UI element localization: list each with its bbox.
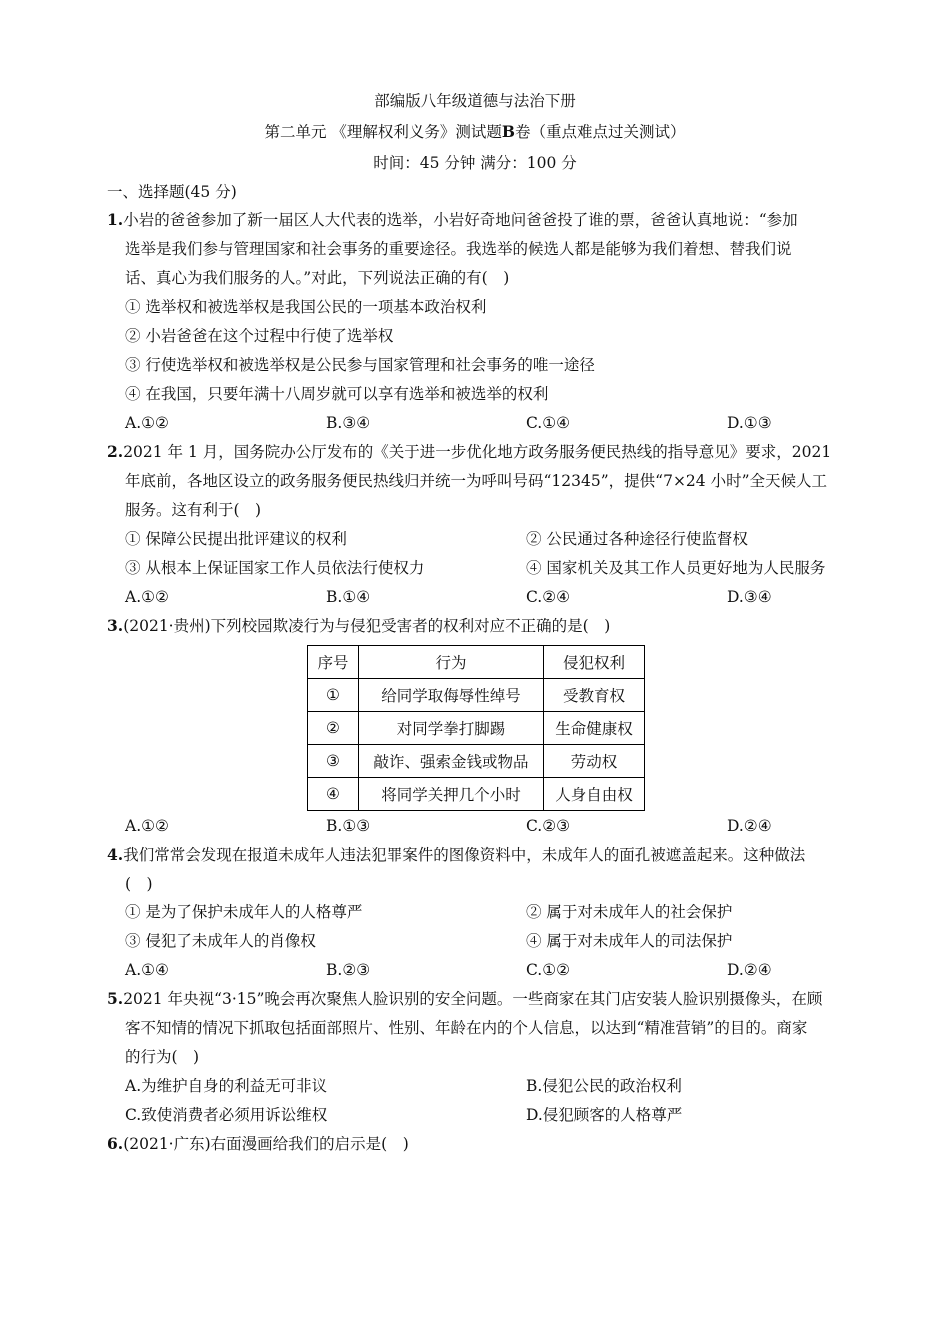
q3-choice-b: B.①③ — [326, 817, 371, 835]
q2-item-1: ① 保障公民提出批评建议的权利 — [125, 530, 347, 548]
table-cell: ④ — [308, 778, 359, 811]
table-cell: 敲诈、强索金钱或物品 — [359, 745, 544, 778]
q1-choice-c: C.①④ — [526, 414, 571, 432]
q4-item-1: ① 是为了保护未成年人的人格尊严 — [125, 903, 363, 921]
q2-choice-c: C.②④ — [526, 588, 571, 606]
q4-choice-a: A.①④ — [125, 961, 169, 979]
q1-text-1: 小岩的爸爸参加了新一届区人大代表的选举，小岩好奇地问爸爸投了谁的票，爸爸认真地说：“参加 — [123, 211, 798, 229]
q3-text: (2021·贵州)下列校园欺凌行为与侵犯受害者的权利对应不正确的是( ) — [123, 617, 611, 635]
q4-line-2: ( ) — [125, 875, 153, 893]
q1-choice-b: B.③④ — [326, 414, 371, 432]
subtitle-post: 卷（重点难点过关测试） — [515, 123, 686, 141]
q6-text: (2021·广东)右面漫画给我们的启示是( ) — [123, 1135, 409, 1153]
table-cell: 给同学取侮辱性绰号 — [359, 679, 544, 712]
q5-choice-d: D.侵犯顾客的人格尊严 — [526, 1106, 683, 1124]
q2-item-4: ④ 国家机关及其工作人员更好地为人民服务 — [526, 559, 826, 577]
table-cell: 受教育权 — [544, 679, 645, 712]
q6-line-1 — [107, 1133, 409, 1155]
table-row — [308, 745, 645, 778]
q2-choice-b: B.①④ — [326, 588, 371, 606]
q1-item-2: ② 小岩爸爸在这个过程中行使了选举权 — [125, 327, 394, 345]
q2-line-2: 年底前，各地区设立的政务服务便民热线归并统一为呼叫号码“12345”，提供“7×24 小时”全天候人工 — [125, 472, 828, 490]
q5-number: 5. — [107, 989, 124, 1008]
q1-choice-a: A.①② — [125, 414, 169, 432]
table-cell: ① — [308, 679, 359, 712]
table-header-cell: 序号 — [308, 646, 359, 679]
table-row — [308, 679, 645, 712]
q2-line-1 — [107, 441, 831, 463]
q3-line-1 — [107, 615, 610, 637]
time-info: 时间：45 分钟 满分：100 分 — [373, 154, 577, 172]
table-header-cell: 侵犯权利 — [544, 646, 645, 679]
q5-line-3: 的行为( ) — [125, 1048, 200, 1066]
section-heading: 一、选择题(45 分) — [107, 183, 237, 201]
table-cell: ③ — [308, 745, 359, 778]
q5-choice-b: B.侵犯公民的政治权利 — [526, 1077, 682, 1095]
table-cell: 对同学拳打脚踢 — [359, 712, 544, 745]
table-cell: 人身自由权 — [544, 778, 645, 811]
q3-number: 3. — [107, 616, 124, 635]
q2-item-2: ② 公民通过各种途径行使监督权 — [526, 530, 748, 548]
q2-choice-d: D.③④ — [727, 588, 772, 606]
table-cell: 将同学关押几个小时 — [359, 778, 544, 811]
q2-text-1: 2021 年 1 月，国务院办公厅发布的《关于进一步优化地方政务服务便民热线的指导意见》要求，2021 — [123, 443, 832, 461]
q3-choice-d: D.②④ — [727, 817, 772, 835]
table-header-row — [308, 646, 645, 679]
q4-item-2: ② 属于对未成年人的社会保护 — [526, 903, 733, 921]
q5-choice-c: C.致使消费者必须用诉讼维权 — [125, 1106, 328, 1124]
q1-item-1: ① 选举权和被选举权是我国公民的一项基本政治权利 — [125, 298, 487, 316]
q4-item-4: ④ 属于对未成年人的司法保护 — [526, 932, 733, 950]
q3-choice-c: C.②③ — [526, 817, 571, 835]
q2-choice-a: A.①② — [125, 588, 169, 606]
subtitle-pre: 第二单元 《理解权利义务》测试题 — [264, 123, 502, 141]
table-cell: 生命健康权 — [544, 712, 645, 745]
q4-line-1 — [107, 844, 805, 866]
q6-number: 6. — [107, 1134, 124, 1153]
doc-title: 部编版八年级道德与法治下册 — [374, 92, 576, 110]
q5-choice-a: A.为维护自身的利益无可非议 — [125, 1077, 328, 1095]
q4-choice-d: D.②④ — [727, 961, 772, 979]
q2-line-3: 服务。这有利于( ) — [125, 501, 262, 519]
q4-item-3: ③ 侵犯了未成年人的肖像权 — [125, 932, 316, 950]
q5-text-1: 2021 年央视“3·15”晚会再次聚焦人脸识别的安全问题。一些商家在其门店安装人脸识别摄像头，在顾 — [123, 990, 823, 1008]
q1-item-4: ④ 在我国，只要年满十八周岁就可以享有选举和被选举的权利 — [125, 385, 549, 403]
q1-line-2: 选举是我们参与管理国家和社会事务的重要途径。我选举的候选人都是能够为我们着想、替我们说 — [125, 240, 792, 258]
q1-item-3: ③ 行使选举权和被选举权是公民参与国家管理和社会事务的唯一途径 — [125, 356, 595, 374]
q1-choice-d: D.①③ — [727, 414, 772, 432]
q3-choice-a: A.①② — [125, 817, 169, 835]
subtitle-b: B — [501, 122, 516, 141]
q4-choice-b: B.②③ — [326, 961, 371, 979]
q2-number: 2. — [107, 442, 124, 461]
table-header-cell: 行为 — [359, 646, 544, 679]
q1-line-1 — [107, 209, 798, 231]
q1-number: 1. — [107, 210, 124, 229]
doc-subtitle — [0, 121, 950, 143]
table-cell: ② — [308, 712, 359, 745]
q3-table — [307, 645, 645, 811]
table-row — [308, 778, 645, 811]
q5-line-2: 客不知情的情况下抓取包括面部照片、性别、年龄在内的个人信息，以达到“精准营销”的目的。商家 — [125, 1019, 808, 1037]
q4-number: 4. — [107, 845, 124, 864]
q1-line-3: 话、真心为我们服务的人。”对此，下列说法正确的有( ) — [125, 269, 510, 287]
q4-choice-c: C.①② — [526, 961, 571, 979]
q4-text-1: 我们常常会发现在报道未成年人违法犯罪案件的图像资料中，未成年人的面孔被遮盖起来。这种做法 — [123, 846, 806, 864]
q5-line-1 — [107, 988, 822, 1010]
table-cell: 劳动权 — [544, 745, 645, 778]
table-row — [308, 712, 645, 745]
q2-item-3: ③ 从根本上保证国家工作人员依法行使权力 — [125, 559, 425, 577]
